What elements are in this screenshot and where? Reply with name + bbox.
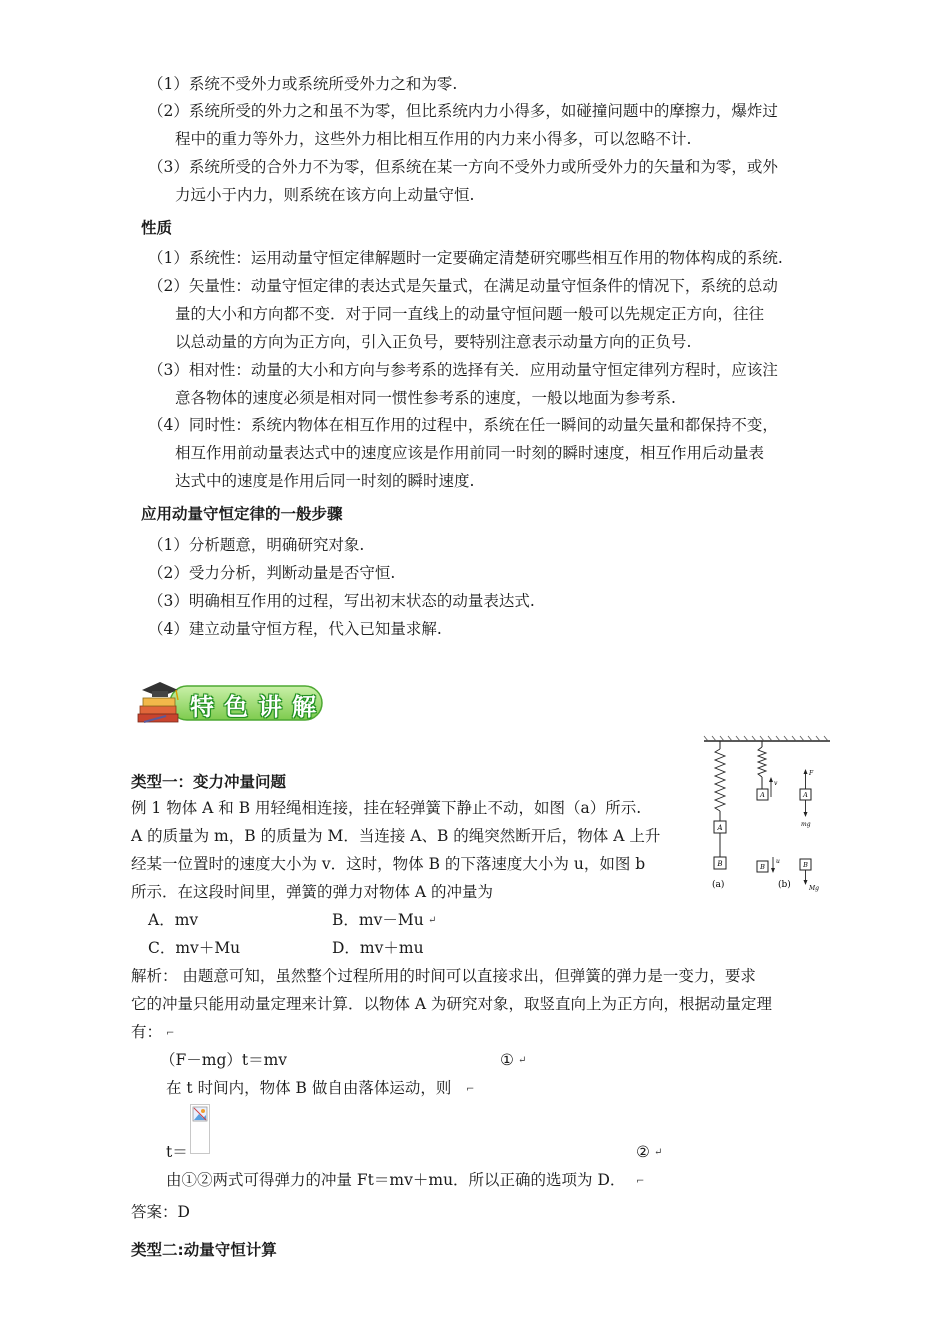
block-b-label: B bbox=[717, 860, 723, 868]
step-3: （3）明确相互作用的过程，写出初末状态的动量表达式. bbox=[148, 592, 535, 610]
property-2: （2）矢量性：动量守恒定律的表达式是矢量式，在满足动量守恒条件的情况下，系统的总动 bbox=[148, 277, 778, 295]
block-b-label-b: B bbox=[760, 863, 765, 871]
block-a-label: A bbox=[717, 824, 723, 832]
example1-line3: 经某一位置时的速度大小为 v．这时，物体 B 的下落速度大小为 u，如图 b bbox=[131, 855, 646, 873]
step-2: （2）受力分析，判断动量是否守恒. bbox=[148, 564, 396, 582]
banner-title: 特色讲解 bbox=[190, 693, 326, 721]
example1-line2: A 的质量为 m，B 的质量为 M．当连接 A、B 的绳突然断开后，物体 A 上升 bbox=[131, 827, 661, 845]
return-mark: ↵ bbox=[428, 915, 437, 926]
return-mark: ⌐ bbox=[466, 1084, 475, 1095]
figure-label-b: (b) bbox=[778, 880, 791, 890]
property-2-cont-1: 量的大小和方向都不变．对于同一直线上的动量守恒问题一般可以先规定正方向，往往 bbox=[175, 305, 765, 323]
block-a-label-b: A bbox=[760, 791, 765, 799]
answer: 答案：D bbox=[131, 1203, 190, 1221]
condition-1: （1）系统不受外力或系统所受外力之和为零. bbox=[148, 75, 458, 93]
properties-heading: 性质 bbox=[141, 219, 173, 237]
steps-heading: 应用动量守恒定律的一般步骤 bbox=[141, 505, 343, 523]
analysis-line1: 解析： 由题意可知，虽然整个过程所用的时间可以直接求出，但弹簧的弹力是一变力，要求 bbox=[131, 967, 756, 985]
analysis-line5: 由①②两式可得弹力的冲量 Ft＝mv＋mu．所以正确的选项为 D． bbox=[166, 1171, 626, 1189]
force-Mg-label: Mg bbox=[809, 885, 819, 892]
type2-heading: 类型二:动量守恒计算 bbox=[131, 1241, 277, 1259]
property-4: （4）同时性：系统内物体在相互作用的过程中，系统在任一瞬间的动量矢量和都保持不变， bbox=[148, 416, 778, 434]
velocity-v-label: v bbox=[774, 780, 778, 787]
return-mark: ↵ bbox=[518, 1055, 527, 1066]
step-4: （4）建立动量守恒方程，代入已知量求解. bbox=[148, 620, 442, 638]
property-4-cont-2: 达式中的速度是作用后同一时刻的瞬时速度. bbox=[175, 472, 475, 490]
condition-3-cont: 力远小于内力，则系统在该方向上动量守恒. bbox=[175, 186, 475, 204]
condition-2-cont: 程中的重力等外力，这些外力相比相互作用的内力来小得多，可以忽略不计. bbox=[175, 130, 692, 148]
return-mark: ↵ bbox=[654, 1147, 663, 1158]
analysis-line4: 在 t 时间内，物体 B 做自由落体运动，则 bbox=[166, 1079, 452, 1097]
property-4-cont-1: 相互作用前动量表达式中的速度应该是作用前同一时刻的瞬时速度，相互作用后动量表 bbox=[175, 444, 765, 462]
block-b-label-fd: B bbox=[803, 861, 808, 869]
broken-image-icon bbox=[192, 1106, 208, 1122]
option-a: A．mv bbox=[148, 911, 199, 929]
property-1: （1）系统性：运用动量守恒定律解题时一定要确定清楚研究哪些相互作用的物体构成的系统. bbox=[148, 249, 783, 267]
equation-1-number: ① bbox=[500, 1051, 514, 1069]
equation-2: t＝ bbox=[166, 1143, 188, 1161]
property-3-cont: 意各物体的速度必须是相对同一惯性参考系的速度，一般以地面为参考系. bbox=[175, 389, 676, 407]
condition-2: （2）系统所受的外力之和虽不为零，但比系统内力小得多，如碰撞问题中的摩擦力，爆炸过 bbox=[148, 102, 778, 120]
property-3: （3）相对性：动量的大小和方向与参考系的选择有关．应用动量守恒定律列方程时，应该注 bbox=[148, 361, 778, 379]
velocity-u-label: u bbox=[776, 858, 780, 865]
block-a-label-fd: A bbox=[803, 791, 808, 799]
feature-banner bbox=[132, 676, 332, 728]
force-f-label: F bbox=[809, 770, 814, 777]
return-mark: ⌐ bbox=[636, 1176, 645, 1187]
option-b: B．mv－Mu bbox=[332, 911, 424, 929]
option-c: C．mv＋Mu bbox=[148, 939, 241, 957]
step-1: （1）分析题意，明确研究对象. bbox=[148, 536, 365, 554]
figure-label-a: (a) bbox=[712, 880, 725, 890]
return-mark: ⌐ bbox=[166, 1028, 175, 1039]
formula-image-placeholder bbox=[190, 1104, 210, 1154]
example1-line4: 所示．在这段时间里，弹簧的弹力对物体 A 的冲量为 bbox=[131, 883, 494, 901]
spring-figure bbox=[700, 735, 835, 895]
force-mg-label: mg bbox=[801, 821, 811, 828]
equation-1: （F－mg）t＝mv bbox=[160, 1051, 288, 1069]
equation-2-number: ② bbox=[636, 1143, 650, 1161]
analysis-line2: 它的冲量只能用动量定理来计算．以物体 A 为研究对象，取竖直向上为正方向，根据动量定理 bbox=[131, 995, 773, 1013]
analysis-line3: 有： bbox=[131, 1023, 163, 1041]
example1-line1: 例 1 物体 A 和 B 用轻绳相连接，挂在轻弹簧下静止不动，如图（a）所示. bbox=[131, 799, 642, 817]
property-2-cont-2: 以总动量的方向为正方向，引入正负号，要特别注意表示动量方向的正负号. bbox=[175, 333, 692, 351]
condition-3: （3）系统所受的合外力不为零，但系统在某一方向不受外力或所受外力的矢量和为零，或外 bbox=[148, 158, 778, 176]
option-d: D．mv＋mu bbox=[332, 939, 424, 957]
type1-heading: 类型一：变力冲量问题 bbox=[131, 773, 287, 791]
